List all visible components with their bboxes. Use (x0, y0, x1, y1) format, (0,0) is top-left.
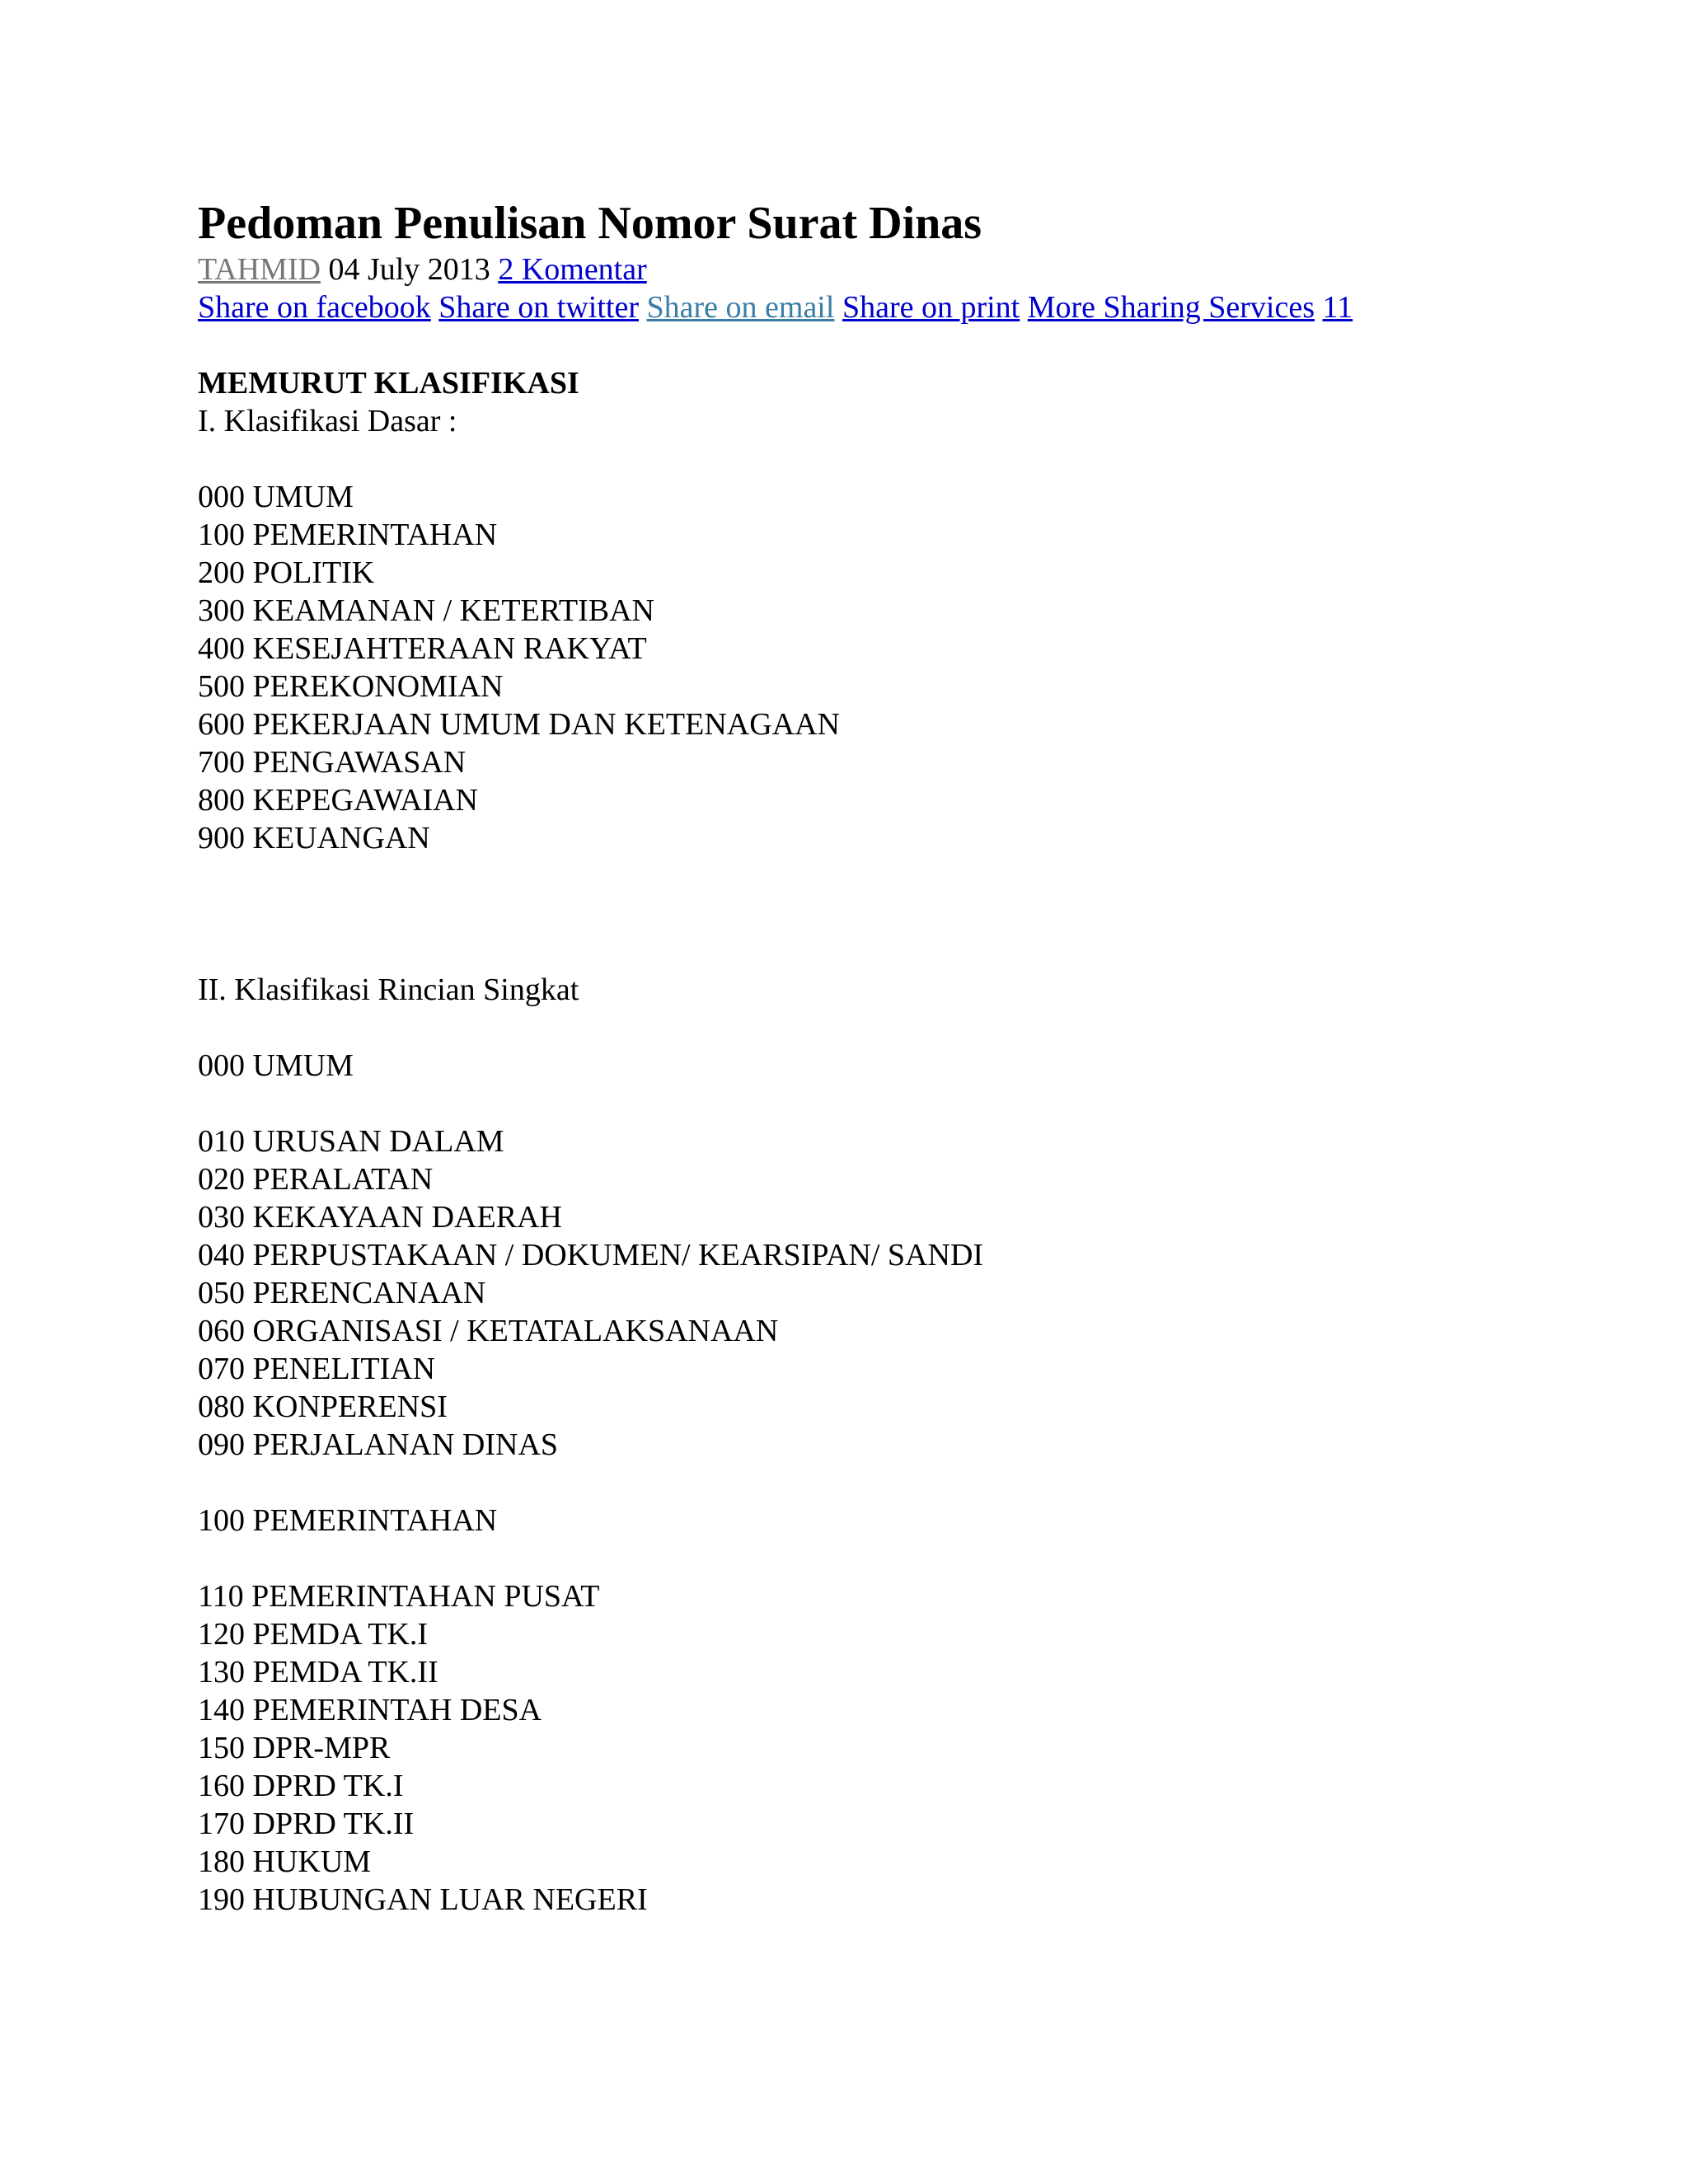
page-title: Pedoman Penulisan Nomor Surat Dinas (198, 198, 982, 249)
list-item: 500 PEREKONOMIAN (198, 669, 504, 704)
article (198, 196, 1599, 1919)
comments-link[interactable]: 2 Komentar (498, 252, 647, 287)
list-item: 030 KEKAYAAN DAERAH (198, 1200, 562, 1235)
list-item: 000 UMUM (198, 480, 354, 514)
share-print-link[interactable]: Share on print (842, 290, 1020, 325)
post-meta (198, 251, 1599, 288)
section-heading: MEMURUT KLASIFIKASI (198, 366, 579, 401)
umum-detail-list (198, 1122, 1599, 1464)
share-count-link[interactable]: 11 (1322, 290, 1353, 325)
section2-title: II. Klasifikasi Rincian Singkat (198, 972, 579, 1007)
list-item: 900 KEUANGAN (198, 821, 430, 855)
share-email-link[interactable]: Share on email (646, 290, 835, 325)
list-item: 600 PEKERJAAN UMUM DAN KETENAGAAN (198, 707, 840, 742)
list-item: 200 POLITIK (198, 555, 375, 590)
author-link[interactable]: TAHMID (198, 252, 321, 287)
list-item: 100 PEMERINTAHAN (198, 518, 498, 552)
more-sharing-link[interactable]: More Sharing Services (1027, 290, 1315, 325)
group-title-pemerintahan: 100 PEMERINTAHAN (198, 1503, 498, 1538)
list-item: 190 HUBUNGAN LUAR NEGERI (198, 1882, 648, 1917)
list-item: 130 PEMDA TK.II (198, 1655, 438, 1690)
list-item: 180 HUKUM (198, 1844, 372, 1879)
list-item: 400 KESEJAHTERAAN RAKYAT (198, 631, 647, 666)
list-item: 120 PEMDA TK.I (198, 1617, 429, 1652)
list-item: 140 PEMERINTAH DESA (198, 1693, 542, 1727)
list-item: 070 PENELITIAN (198, 1352, 436, 1386)
share-facebook-link[interactable]: Share on facebook (198, 290, 431, 325)
list-item: 020 PERALATAN (198, 1162, 434, 1197)
group-title-umum: 000 UMUM (198, 1048, 354, 1083)
list-item: 800 KEPEGAWAIAN (198, 783, 478, 818)
list-item: 080 KONPERENSI (198, 1390, 448, 1424)
list-item: 300 KEAMANAN / KETERTIBAN (198, 593, 654, 628)
list-item: 010 URUSAN DALAM (198, 1124, 504, 1159)
share-twitter-link[interactable]: Share on twitter (438, 290, 639, 325)
list-item: 050 PERENCANAAN (198, 1276, 486, 1310)
list-item: 150 DPR-MPR (198, 1731, 391, 1765)
basic-classification-list (198, 478, 1599, 857)
section1-title: I. Klasifikasi Dasar : (198, 404, 457, 438)
list-item: 160 DPRD TK.I (198, 1769, 404, 1803)
list-item: 700 PENGAWASAN (198, 745, 467, 780)
post-date: 04 July 2013 (328, 252, 490, 287)
pemerintahan-detail-list (198, 1577, 1599, 1919)
list-item: 040 PERPUSTAKAAN / DOKUMEN/ KEARSIPAN/ SANDI (198, 1238, 984, 1272)
list-item: 170 DPRD TK.II (198, 1807, 415, 1841)
list-item: 110 PEMERINTAHAN PUSAT (198, 1579, 600, 1614)
list-item: 090 PERJALANAN DINAS (198, 1427, 559, 1462)
list-item: 060 ORGANISASI / KETATALAKSANAAN (198, 1314, 779, 1348)
share-bar (198, 288, 1599, 326)
